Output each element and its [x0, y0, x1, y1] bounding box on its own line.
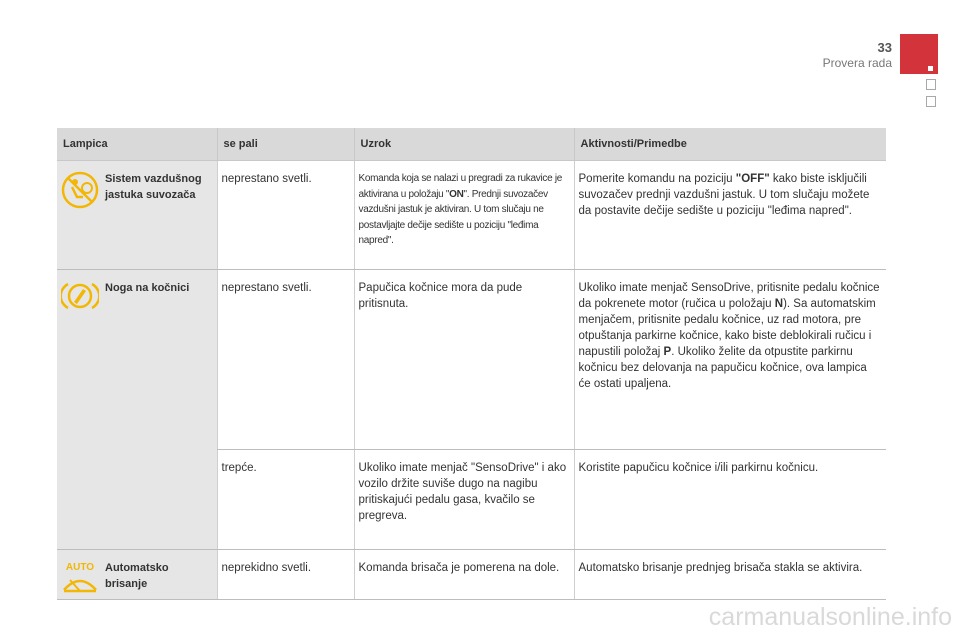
column-header-lights: se pali [217, 128, 354, 161]
action-cell [574, 270, 886, 450]
action-text-cont: kako biste isključili suvozačev prednji vazdušni jastuk. U tom slučaju možete da postavite dečije sedište u poziciju "leđima napred". [578, 173, 870, 217]
icon-cell [57, 550, 103, 600]
table-header-row [57, 128, 886, 161]
auto-wiper-icon-label: AUTO [65, 562, 95, 573]
cause-cell [354, 161, 574, 270]
column-header-actions: Aktivnosti/Primedbe [574, 128, 886, 161]
lights-cell: neprestano svetli. [217, 161, 354, 270]
page-number: 33 [877, 40, 892, 55]
airbag-off-warning-icon [57, 171, 103, 209]
section-title: Provera rada [822, 56, 892, 70]
lights-cell: neprekidno svetli. [217, 550, 354, 600]
table-row [57, 270, 886, 450]
warning-lights-table [57, 128, 886, 600]
cause-bold-text: ON [449, 188, 464, 200]
action-text: Ukoliko imate menjač SensoDrive, pritisnite pedalu kočnice da pokrenete motor (ručica u položaju [578, 282, 880, 310]
action-text-end: . Ukoliko želite da otpustite parkirnu kočnicu bez delovanja na papučicu kočnice, ova lampica će ostati upaljena. [578, 346, 867, 390]
chapter-tab [900, 34, 938, 74]
cause-cell: Komanda brisača je pomerena na dole. [354, 550, 574, 600]
chapter-box-1 [926, 79, 936, 90]
lights-cell: neprestano svetli. [217, 270, 354, 450]
action-cell: Automatsko brisanje prednjeg brisača stakla se aktivira. [574, 550, 886, 600]
column-header-lamp: Lampica [57, 128, 217, 161]
brake-pedal-warning-icon [57, 280, 103, 312]
action-text-cont: ). Sa automatskim menjačem, pritisnite pedalu kočnice, uz rad motora, pre otpuštanja parkirne kočnice, kako biste deblokirali ručicu i napustili položaj [578, 298, 876, 358]
table-row [57, 161, 886, 270]
cause-text-cont: ". Prednji suvozačev vazdušni jastuk je aktiviran. U tom slučaju ne postavljajte dečije sedište u poziciju "leđima napred". [358, 188, 548, 246]
action-cell [574, 161, 886, 270]
action-bold-text: "OFF" [735, 173, 770, 185]
action-cell: Koristite papučicu kočnice i/ili parkirnu kočnicu. [574, 450, 886, 550]
cause-text: Komanda koja se nalazi u pregradi za rukavice je aktivirana u položaju " [358, 173, 563, 200]
auto-wiper-icon [57, 560, 103, 596]
action-text: Pomerite komandu na poziciju [578, 173, 736, 185]
tab-marker [928, 66, 933, 71]
lamp-name: Automatsko brisanje [103, 550, 217, 600]
lamp-name: Sistem vazdušnog jastuka suvozača [103, 161, 217, 270]
action-bold-text: N [774, 298, 784, 310]
lamp-name: Noga na kočnici [103, 270, 217, 550]
table-row [57, 550, 886, 600]
icon-cell [57, 161, 103, 270]
cause-cell: Papučica kočnice mora da pude pritisnuta. [354, 270, 574, 450]
lights-cell: trepće. [217, 450, 354, 550]
action-bold-text-2: P [663, 346, 672, 358]
column-header-cause: Uzrok [354, 128, 574, 161]
cause-cell: Ukoliko imate menjač "SensoDrive" i ako vozilo držite suviše dugo na nagibu pritiskajući pedalu gasa, kvačilo se pregreva. [354, 450, 574, 550]
watermark: carmanualsonline.info [708, 603, 952, 631]
icon-cell [57, 270, 103, 550]
chapter-box-2 [926, 96, 936, 107]
